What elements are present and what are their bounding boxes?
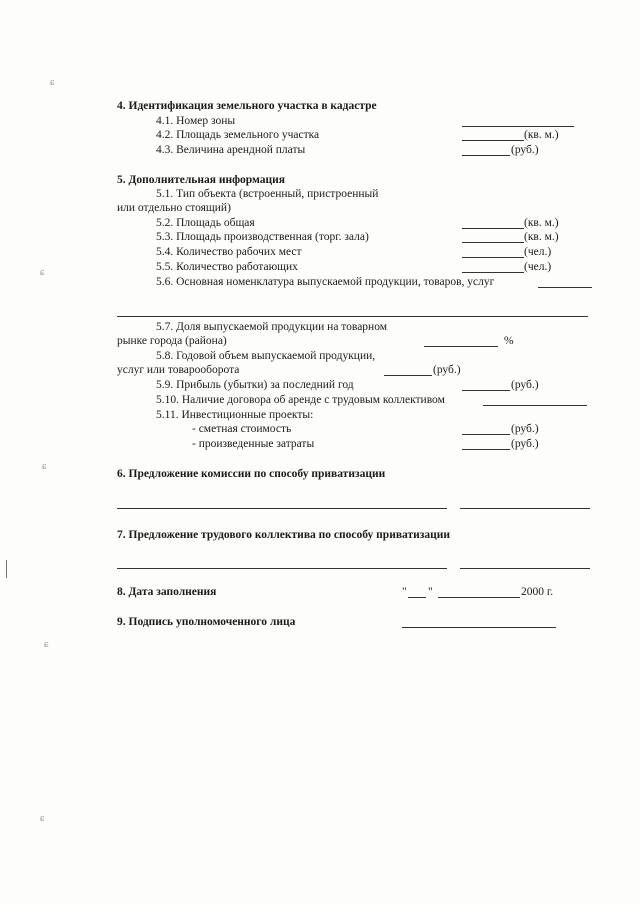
profit-field[interactable] [462,390,510,391]
costs-incurred-unit: (руб.) [511,438,539,450]
commission-proposal-field-continued[interactable] [460,508,590,509]
section-6-title: 6. Предложение комиссии по способу приватизации [117,468,386,480]
costs-incurred-label: - произведенные затраты [192,438,315,450]
rent-label: 4.3. Величина арендной платы [156,144,306,156]
employees-unit: (чел.) [524,261,552,273]
production-area-field[interactable] [462,242,524,243]
nomenclature-field-continued[interactable] [117,316,588,317]
annual-volume-field[interactable] [384,375,432,376]
object-type-label-2: или отдельно стоящий) [117,202,231,214]
scan-speck: ɕ [50,77,55,88]
investment-label: 5.11. Инвестиционные проекты: [156,409,314,421]
date-year: 2000 г. [521,586,554,598]
collective-proposal-field-continued[interactable] [460,568,590,569]
scan-speck: ɕ [40,267,45,278]
section-4-title: 4. Идентификация земельного участка в кадастре [117,100,377,112]
workplaces-field[interactable] [462,257,524,258]
signature-field[interactable] [402,627,556,628]
total-area-field[interactable] [462,228,524,229]
market-share-unit: % [504,335,514,347]
rent-unit: (руб.) [511,144,539,156]
date-day-field[interactable] [408,597,426,598]
production-area-unit: (кв. м.) [524,231,559,243]
section-5-title: 5. Дополнительная информация [117,174,286,186]
zone-number-label: 4.1. Номер зоны [156,115,236,127]
annual-volume-label-2: услуг или товарооборота [117,364,240,376]
profit-label: 5.9. Прибыль (убытки) за последний год [156,379,354,391]
scan-speck: ɕ [40,813,45,824]
land-area-label: 4.2. Площадь земельного участка [156,129,320,141]
lease-agreement-label: 5.10. Наличие договора об аренде с трудовым коллективом [156,394,445,406]
total-area-unit: (кв. м.) [524,217,559,229]
total-area-label: 5.2. Площадь общая [156,217,255,229]
zone-number-field[interactable] [462,126,574,127]
date-quote-close: " [428,586,433,598]
date-quote-open: " [402,586,407,598]
commission-proposal-field[interactable] [117,508,447,509]
market-share-field[interactable] [424,346,498,347]
section-8-title: 8. Дата заполнения [117,586,217,598]
nomenclature-field[interactable] [538,287,592,288]
market-share-label-2: рынке города (района) [117,335,227,347]
lease-agreement-field[interactable] [483,405,587,406]
margin-mark [6,560,7,578]
annual-volume-label-1: 5.8. Годовой объем выпускаемой продукции, [156,350,376,362]
production-area-label: 5.3. Площадь производственная (торг. зала) [156,231,369,243]
land-area-unit: (кв. м.) [524,129,559,141]
workplaces-unit: (чел.) [524,246,552,258]
nomenclature-label: 5.6. Основная номенклатура выпускаемой продукции, товаров, услуг [156,276,495,288]
section-7-title: 7. Предложение трудового коллектива по способу приватизации [117,529,451,541]
workplaces-label: 5.4. Количество рабочих мест [156,246,302,258]
employees-label: 5.5. Количество работающих [156,261,298,273]
market-share-label-1: 5.7. Доля выпускаемой продукции на товарном [156,321,388,333]
scan-speck: ɕ [44,639,49,650]
profit-unit: (руб.) [511,379,539,391]
estimated-cost-unit: (руб.) [511,423,539,435]
object-type-label-1: 5.1. Тип объекта (встроенный, пристроенный [156,188,379,200]
section-9-title: 9. Подпись уполномоченного лица [117,616,296,628]
estimated-cost-label: - сметная стоимость [192,423,292,435]
estimated-cost-field[interactable] [462,434,510,435]
collective-proposal-field[interactable] [117,568,447,569]
rent-field[interactable] [462,155,510,156]
costs-incurred-field[interactable] [462,449,510,450]
land-area-field[interactable] [462,140,524,141]
scan-speck: ɕ [42,461,47,472]
annual-volume-unit: (руб.) [433,364,461,376]
employees-field[interactable] [462,272,524,273]
date-month-field[interactable] [438,597,520,598]
